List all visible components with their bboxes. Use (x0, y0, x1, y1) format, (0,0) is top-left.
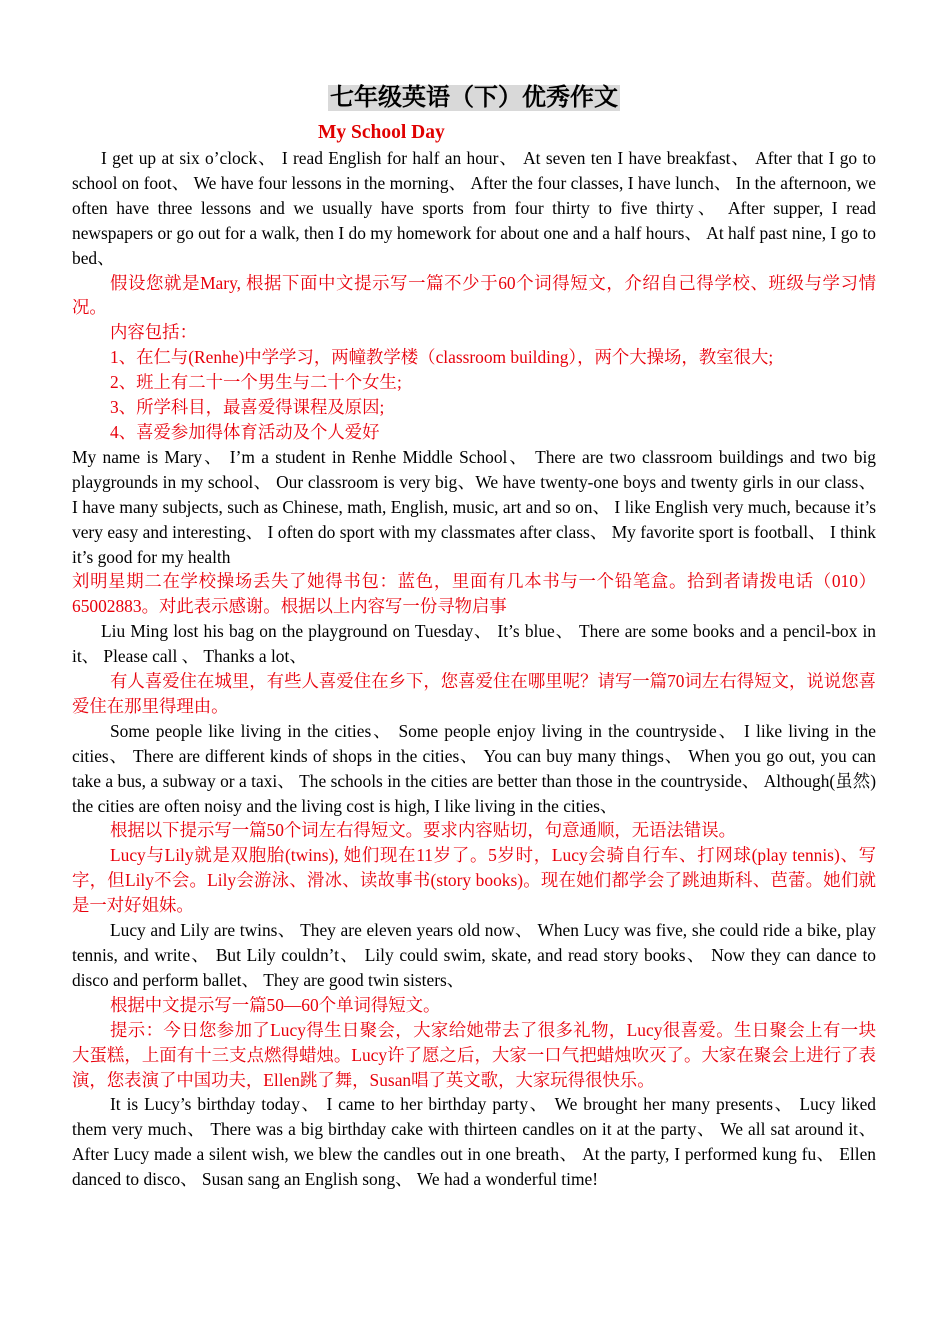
prompt-heading: 内容包括： (110, 322, 197, 343)
prompt-point: 1、在仁与(Renhe)中学学习，两幢教学楼（classroom building），两个大操场，教室很大; (110, 347, 774, 368)
essay-paragraph: Lucy and Lily are twins、 They are eleven years old now、 When Lucy was five, she could ride a bike, play tennis, and write、 But Lily couldn’t、 Lily could swim, skate, and read story books、 Now they can dance to disco and perform ballet、 They are good twin sisters、 (72, 920, 876, 990)
essay-paragraph: It is Lucy’s birthday today、 I came to her birthday party、 We brought her many presents、 Lucy liked them very much、 There was a big birthday cake with thirteen candles on it at the party、 We all sat around it、 After Lucy made a silent wish, we blew the candles out in one breath、 At the party, I performed kung fu、 Ellen danced to disco、 Susan sang an English song、 We had a wonderful time! (72, 1094, 876, 1190)
prompt-point: 3、所学科目，最喜爱得课程及原因; (110, 397, 385, 418)
document-page (72, 80, 876, 1192)
prompt-point: 2、班上有二十一个男生与二十个女生; (110, 372, 402, 393)
essay-paragraph: Some people like living in the cities、 Some people enjoy living in the countryside、 I like living in the cities、 There are different kinds of shops in the cities、 You can buy many things、 When you go out, you can take a bus, a subway or a taxi、 The schools in the cities are better than those in the countryside、 Although(虽然) the cities are often noisy and the living cost is high, I like living in the cities、 (72, 720, 876, 816)
essay-paragraph: Liu Ming lost his bag on the playground on Tuesday、 It’s blue、 There are some books and a pencil-box in it、 Please call 、 Thanks a lot、 (72, 621, 876, 667)
writing-prompt: 提示：今日您参加了Lucy得生日聚会，大家给她带去了很多礼物，Lucy很喜爱。生日聚会上有一块大蛋糕，上面有十三支点燃得蜡烛。Lucy许了愿之后，大家一口气把蜡烛吹灭了。大家在聚会上进行了表演，您表演了中国功夫，Ellen跳了舞，Susan唱了英文歌，大家玩得很快乐。 (72, 1019, 876, 1090)
prompt-point: 4、喜爱参加得体育活动及个人爱好 (110, 421, 380, 442)
writing-prompt: 根据中文提示写一篇50—60个单词得短文。 (110, 994, 441, 1015)
title-text: 七年级英语（下）优秀作文 (330, 85, 618, 111)
writing-prompt: 有人喜爱住在城里，有些人喜爱住在乡下，您喜爱住在哪里呢？请写一篇70词左右得短文，说说您喜爱住在那里得理由。 (72, 671, 876, 716)
writing-prompt: 根据以下提示写一篇50个词左右得短文。要求内容贴切，句意通顺，无语法错误。 (110, 820, 737, 841)
writing-prompt: Lucy与Lily就是双胞胎(twins), 她们现在11岁了。5岁时，Lucy会骑自行车、打网球(play tennis)、写字，但Lily不会。Lily会游泳、滑冰、读故事书(story books)。现在她们都学会了跳迪斯科、芭蕾。她们就是一对好姐妹。 (72, 845, 876, 916)
essay-paragraph: I get up at six o’clock、 I read English for half an hour、 At seven ten I have breakfast、 After that I go to school on foot、 We have four lessons in the morning、 After the four classes, I have lunch、 In the afternoon, we often have three lessons and we usually have sports from four thirty to five thirty、 After supper, I read newspapers or go out for a walk, then I do my homework for about one and a half hours、 At half past nine, I go to bed、 (72, 148, 876, 268)
page-title (72, 80, 876, 116)
essay-title: My School Day (318, 122, 445, 143)
essay-paragraph: My name is Mary、 I’m a student in Renhe Middle School、 There are two classroom buildings and two big playgrounds in my school、 Our classroom is very big、We have twenty-one boys and twenty girls in our class、 I have many subjects, such as Chinese, math, English, music, art and so on、 I like English very much, because it’s very easy and interesting、 I often do sport with my classmates after class、 My favorite sport is football、 I think it’s good for my health (72, 446, 876, 567)
writing-prompt: 假设您就是Mary, 根据下面中文提示写一篇不少于60个词得短文，介绍自己得学校、班级与学习情况。 (72, 272, 876, 318)
writing-prompt: 刘明星期二在学校操场丢失了她得书包：蓝色，里面有几本书与一个铅笔盒。拾到者请拨电话（010）65002883。对此表示感谢。根据以上内容写一份寻物启事 (72, 571, 876, 617)
